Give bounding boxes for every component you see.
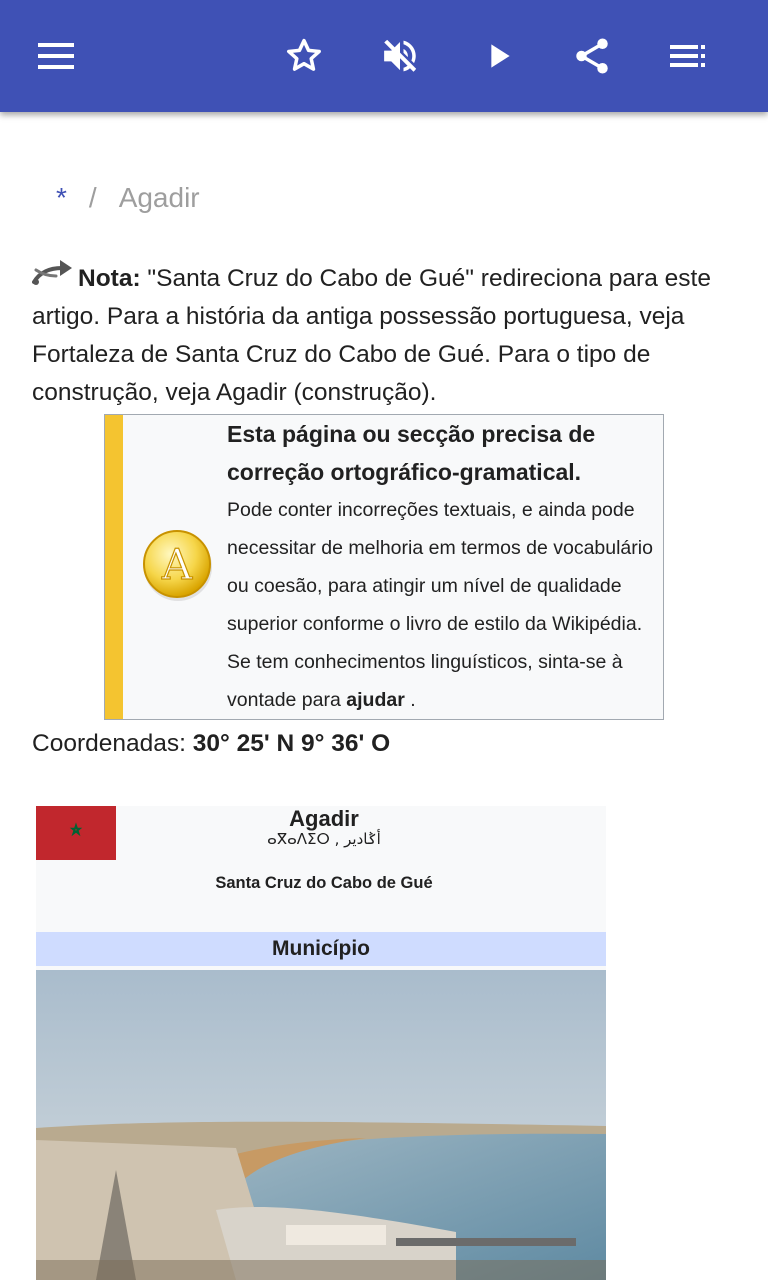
favorite-button[interactable] bbox=[276, 28, 332, 84]
svg-text:A: A bbox=[161, 540, 193, 589]
breadcrumb bbox=[56, 182, 200, 214]
play-icon bbox=[478, 36, 518, 76]
maintenance-notice bbox=[104, 414, 664, 720]
mute-button[interactable] bbox=[372, 28, 428, 84]
infobox-native-name: ⴰⴳⴰⴷⵉⵔ , أݣادير bbox=[267, 830, 381, 848]
coordinates-value[interactable]: 30° 25' N 9° 36' O bbox=[192, 730, 391, 757]
notice-body-end: . bbox=[410, 689, 416, 711]
share-button[interactable] bbox=[564, 28, 620, 84]
notice-accent-bar bbox=[105, 415, 123, 719]
notice-body bbox=[227, 491, 663, 719]
hatnote-text: "Santa Cruz do Cabo de Gué" redireciona para este artigo. Para a história da antiga possessão portuguesa, veja Fortaleza de Santa Cruz do Cabo de Gué. Para o tipo de construção, veja Agadir (construção). bbox=[32, 265, 711, 406]
infobox-title: Agadir bbox=[289, 806, 359, 831]
notice-text bbox=[227, 415, 663, 719]
menu-icon bbox=[36, 36, 76, 76]
breadcrumb-separator: / bbox=[88, 182, 97, 213]
notice-body-text: Pode conter incorreções textuais, e ainda pode necessitar de melhoria em termos de vocabulário ou coesão, para atingir um nível de qualidade superior conforme o livro de estilo da Wikipédia. Se tem conhecimentos linguísticos, sinta-se à vontade para bbox=[227, 499, 653, 711]
infobox-type-header: Município bbox=[36, 932, 606, 966]
help-link[interactable]: ajudar bbox=[346, 689, 405, 711]
breadcrumb-root-link[interactable]: * bbox=[56, 182, 67, 213]
coordinates-label: Coordenadas: bbox=[32, 730, 186, 757]
menu-button[interactable] bbox=[28, 28, 84, 84]
list-icon bbox=[668, 36, 708, 76]
app-toolbar bbox=[0, 0, 768, 112]
hatnote-label: Nota: bbox=[78, 265, 141, 292]
article-content bbox=[0, 112, 768, 1280]
infobox-alt-name: Santa Cruz do Cabo de Gué bbox=[215, 874, 433, 892]
share-icon bbox=[571, 35, 613, 77]
contents-button[interactable] bbox=[660, 28, 716, 84]
coordinates bbox=[32, 730, 390, 758]
notice-title: Esta página ou secção precisa de correção ortográfico-gramatical. bbox=[227, 421, 596, 485]
spelling-badge-icon bbox=[141, 529, 215, 603]
play-button[interactable] bbox=[470, 28, 526, 84]
breadcrumb-current: Agadir bbox=[118, 182, 200, 213]
city-photo[interactable] bbox=[36, 970, 606, 1280]
infobox bbox=[36, 806, 606, 1280]
hatnote bbox=[32, 256, 744, 412]
volume-off-icon bbox=[379, 35, 421, 77]
redirect-icon bbox=[32, 256, 74, 290]
star-outline-icon bbox=[283, 35, 325, 77]
